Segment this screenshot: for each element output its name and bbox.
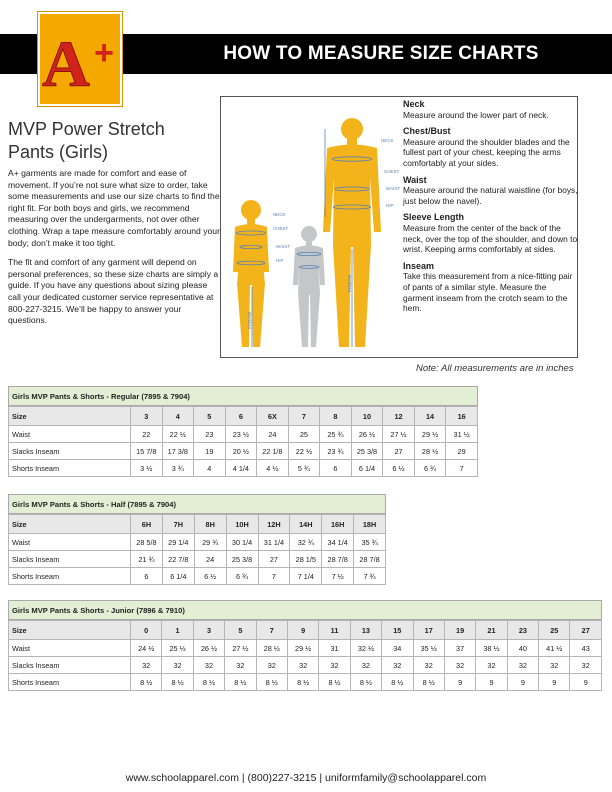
definition-neck: [403, 99, 578, 120]
table-cell: 26 ½: [351, 426, 383, 443]
table-cell: 25 ½: [162, 640, 193, 657]
table-cell: 31 ½: [446, 426, 478, 443]
size-column-header: 3: [193, 621, 224, 640]
definition-heading: Sleeve Length: [403, 212, 465, 223]
table-row: [9, 443, 478, 460]
table-cell: 29 ¾: [194, 534, 226, 551]
product-title-line2: Pants (Girls): [8, 142, 109, 162]
product-title-line1: MVP Power Stretch: [8, 119, 165, 139]
table-cell: 9: [507, 674, 538, 691]
table-cell: 8 ½: [350, 674, 381, 691]
label-chest-woman: CHEST: [273, 226, 289, 231]
table-cell: 7 ½: [322, 568, 354, 585]
table-row: [9, 674, 602, 691]
page-title: HOW TO MEASURE SIZE CHARTS: [223, 43, 539, 64]
size-column-header: 21: [476, 621, 507, 640]
size-column-header: 12: [383, 407, 415, 426]
size-table-regular: [8, 386, 478, 477]
table-cell: 32 ¾: [290, 534, 322, 551]
table-cell: 6 ¾: [414, 460, 446, 477]
table-cell: 8 ½: [225, 674, 256, 691]
table-cell: 7 1/4: [290, 568, 322, 585]
table-header-row: [9, 621, 602, 640]
table-cell: 21 ¾: [131, 551, 163, 568]
measurement-note: Note: All measurements are in inches: [416, 363, 574, 374]
size-column-header: 12H: [258, 515, 290, 534]
table-cell: 22 ½: [162, 426, 194, 443]
table-cell: 19: [194, 443, 226, 460]
table-cell: 37: [444, 640, 475, 657]
table-cell: 32: [193, 657, 224, 674]
table-cell: 27: [383, 443, 415, 460]
table-cell: 32: [350, 657, 381, 674]
size-column-header: 9: [287, 621, 318, 640]
table-cell: 32: [162, 657, 193, 674]
table-cell: 8 ½: [162, 674, 193, 691]
row-label: Waist: [9, 640, 131, 657]
label-chest-man: CHEST: [384, 169, 400, 174]
table-cell: 25 3/8: [351, 443, 383, 460]
table-cell: 29: [446, 443, 478, 460]
table-cell: 25 ¾: [320, 426, 352, 443]
table-cell: 6 ½: [383, 460, 415, 477]
child-figure: [293, 226, 325, 347]
row-label: Slacks Inseam: [9, 443, 131, 460]
label-waist-man: WAIST: [386, 186, 401, 191]
table-cell: 3 ¾: [162, 460, 194, 477]
body-figures-illustration: [221, 97, 403, 357]
table-cell: 8 ½: [382, 674, 413, 691]
table-header-row: [9, 407, 478, 426]
table-cell: 4 ½: [257, 460, 289, 477]
table-cell: 40: [507, 640, 538, 657]
definition-text: Measure around the shoulder blades and the fullest part of your chest, keeping the arms comfortably at your sides.: [403, 136, 570, 168]
logo-mark: [40, 14, 120, 104]
label-hip-woman: HIP: [276, 258, 284, 263]
table-cell: 9: [539, 674, 570, 691]
table-cell: 32 ½: [350, 640, 381, 657]
table-row: [9, 426, 478, 443]
table-cell: 32: [287, 657, 318, 674]
table-cell: 28 5/8: [131, 534, 163, 551]
table-cell: 24: [194, 551, 226, 568]
table-cell: 29 ½: [287, 640, 318, 657]
svg-text:A: A: [42, 28, 90, 101]
table-cell: 32: [507, 657, 538, 674]
table-cell: 35 ½: [413, 640, 444, 657]
size-column-header: 0: [131, 621, 162, 640]
size-column-header: 5: [194, 407, 226, 426]
table-row: [9, 534, 386, 551]
table-cell: 20 ½: [225, 443, 257, 460]
size-column-header: 10H: [226, 515, 258, 534]
table-cell: 32: [444, 657, 475, 674]
table-cell: 9: [476, 674, 507, 691]
definition-text: Measure around the lower part of neck.: [403, 109, 549, 120]
row-label: Shorts Inseam: [9, 460, 131, 477]
size-column-header: 19: [444, 621, 475, 640]
definition-heading: Chest/Bust: [403, 126, 451, 137]
intro-paragraph-1: A+ garments are made for comfort and ease of movement. If you’re not sure what size to order, take some measurements and use our size charts to find the right fit. For both boys and girls, we recommend measuring over the undergarments, not over other clothing. Wrap a tape measure comfortably around your body; don’t make it too tight.: [8, 168, 220, 248]
table-header-row: [9, 515, 386, 534]
table-caption: Girls MVP Pants & Shorts - Junior (7896 & 7910): [8, 600, 602, 620]
table-cell: 27: [258, 551, 290, 568]
column-header-size: Size: [9, 407, 131, 426]
size-column-header: 6H: [131, 515, 163, 534]
table-cell: 22 ½: [288, 443, 320, 460]
size-column-header: 5: [225, 621, 256, 640]
table-cell: 43: [570, 640, 602, 657]
table-cell: 9: [570, 674, 602, 691]
definition-sleeve: [403, 212, 578, 254]
table-cell: 32: [570, 657, 602, 674]
row-label: Waist: [9, 426, 131, 443]
table-cell: 7: [258, 568, 290, 585]
intro-paragraph-2: The fit and comfort of any garment will depend on personal preferences, so these size charts are simply a guide. If you have any questions about sizing please call your dedicated customer service representative at 800-227-3215. We’ll be happy to answer your questions.: [8, 257, 219, 326]
table-cell: 32: [382, 657, 413, 674]
definition-text: Take this measurement from a nice-fitting pair of pants of a similar style. Measure the garment inseam from the crotch seam to the hem.: [403, 271, 573, 314]
table-cell: 32: [413, 657, 444, 674]
table-cell: 31 1/4: [258, 534, 290, 551]
size-column-header: 25: [539, 621, 570, 640]
table-cell: 32: [256, 657, 287, 674]
size-column-header: 4: [162, 407, 194, 426]
table-cell: 26 ½: [193, 640, 224, 657]
table-cell: 6 1/4: [162, 568, 194, 585]
table-cell: 22 7/8: [162, 551, 194, 568]
product-title: [8, 118, 218, 164]
table-cell: 27 ½: [383, 426, 415, 443]
table-cell: 8 ½: [413, 674, 444, 691]
column-header-size: Size: [9, 621, 131, 640]
table-cell: 22: [131, 426, 163, 443]
table-cell: 27 ½: [225, 640, 256, 657]
size-column-header: 15: [382, 621, 413, 640]
definition-waist: [403, 175, 578, 207]
size-column-header: 7H: [162, 515, 194, 534]
table-cell: 8 ½: [319, 674, 350, 691]
label-inseam-woman: INSEAM: [247, 311, 252, 329]
table-caption: Girls MVP Pants & Shorts - Half (7895 & 7904): [8, 494, 386, 514]
table-cell: 7 ¾: [354, 568, 386, 585]
table-cell: 5 ¾: [288, 460, 320, 477]
size-column-header: 8H: [194, 515, 226, 534]
table-cell: 8 ½: [131, 674, 162, 691]
table-cell: 31: [319, 640, 350, 657]
intro-text: [8, 168, 220, 335]
size-column-header: 14H: [290, 515, 322, 534]
size-column-header: 7: [288, 407, 320, 426]
table-cell: 32: [225, 657, 256, 674]
definition-text: Measure around the natural waistline (for boys, just below the navel).: [403, 185, 578, 206]
table-cell: 8 ½: [287, 674, 318, 691]
table-cell: 17 3/8: [162, 443, 194, 460]
table-cell: 28 7/8: [322, 551, 354, 568]
table-cell: 38 ½: [476, 640, 507, 657]
label-neck-man: NECK: [381, 138, 394, 143]
table-cell: 34: [382, 640, 413, 657]
table-cell: 3 ½: [131, 460, 163, 477]
size-column-header: 14: [414, 407, 446, 426]
label-hip-man: HIP: [386, 203, 394, 208]
table-cell: 8 ½: [193, 674, 224, 691]
table-cell: 24 ½: [131, 640, 162, 657]
label-waist-woman: WAIST: [276, 244, 291, 249]
svg-text:+: +: [94, 34, 114, 72]
table-cell: 28 ½: [414, 443, 446, 460]
table-cell: 9: [444, 674, 475, 691]
table-cell: 6: [131, 568, 163, 585]
row-label: Slacks Inseam: [9, 657, 131, 674]
table-cell: 15 7/8: [131, 443, 163, 460]
size-grid: [8, 620, 602, 691]
size-column-header: 10: [351, 407, 383, 426]
label-neck-woman: NECK: [273, 212, 286, 217]
table-cell: 4 1/4: [225, 460, 257, 477]
size-column-header: 3: [131, 407, 163, 426]
table-cell: 25 3/8: [226, 551, 258, 568]
table-cell: 28 7/8: [354, 551, 386, 568]
table-cell: 34 1/4: [322, 534, 354, 551]
size-column-header: 27: [570, 621, 602, 640]
size-grid: [8, 514, 386, 585]
table-row: [9, 640, 602, 657]
table-cell: 32: [131, 657, 162, 674]
table-row: [9, 551, 386, 568]
size-column-header: 13: [350, 621, 381, 640]
label-inseam-man: INSEAM: [347, 274, 352, 292]
measurement-definitions: [403, 99, 578, 320]
table-row: [9, 568, 386, 585]
size-column-header: 11: [319, 621, 350, 640]
table-cell: 24: [257, 426, 289, 443]
row-label: Shorts Inseam: [9, 568, 131, 585]
size-column-header: 23: [507, 621, 538, 640]
table-cell: 23: [194, 426, 226, 443]
table-cell: 23 ¾: [320, 443, 352, 460]
row-label: Slacks Inseam: [9, 551, 131, 568]
table-cell: 28 ½: [256, 640, 287, 657]
size-table-junior: [8, 600, 602, 691]
footer-contact: www.schoolapparel.com | (800)227-3215 | uniformfamily@schoolapparel.com: [125, 772, 487, 784]
table-cell: 32: [476, 657, 507, 674]
table-cell: 22 1/8: [257, 443, 289, 460]
definition-chest: [403, 126, 578, 168]
definition-heading: Waist: [403, 174, 427, 185]
row-label: Shorts Inseam: [9, 674, 131, 691]
table-cell: 41 ½: [539, 640, 570, 657]
definition-text: Measure from the center of the back of the neck, over the top of the shoulder, and down to wrist. Keeping arms comfortably at sides.: [403, 222, 578, 255]
size-column-header: 1: [162, 621, 193, 640]
size-column-header: 17: [413, 621, 444, 640]
table-cell: 4: [194, 460, 226, 477]
table-cell: 23 ½: [225, 426, 257, 443]
row-label: Waist: [9, 534, 131, 551]
table-caption: Girls MVP Pants & Shorts - Regular (7895 & 7904): [8, 386, 478, 406]
table-cell: 6: [320, 460, 352, 477]
definition-inseam: [403, 261, 578, 314]
table-cell: 30 1/4: [226, 534, 258, 551]
table-cell: 32: [539, 657, 570, 674]
table-cell: 6 1/4: [351, 460, 383, 477]
size-column-header: 18H: [354, 515, 386, 534]
table-cell: 32: [319, 657, 350, 674]
table-cell: 8 ½: [256, 674, 287, 691]
table-cell: 6 ½: [194, 568, 226, 585]
table-cell: 28 1/5: [290, 551, 322, 568]
table-cell: 7: [446, 460, 478, 477]
size-column-header: 16H: [322, 515, 354, 534]
definition-heading: Neck: [403, 99, 425, 109]
table-cell: 25: [288, 426, 320, 443]
table-cell: 35 ¾: [354, 534, 386, 551]
table-cell: 29 ½: [414, 426, 446, 443]
size-column-header: 6X: [257, 407, 289, 426]
table-row: [9, 657, 602, 674]
size-column-header: 7: [256, 621, 287, 640]
size-grid: [8, 406, 478, 477]
size-table-half: [8, 494, 386, 585]
size-column-header: 16: [446, 407, 478, 426]
size-column-header: 8: [320, 407, 352, 426]
column-header-size: Size: [9, 515, 131, 534]
table-cell: 6 ¾: [226, 568, 258, 585]
table-cell: 29 1/4: [162, 534, 194, 551]
definition-heading: Inseam: [403, 260, 435, 271]
brand-logo: [38, 12, 122, 106]
table-row: [9, 460, 478, 477]
size-column-header: 6: [225, 407, 257, 426]
